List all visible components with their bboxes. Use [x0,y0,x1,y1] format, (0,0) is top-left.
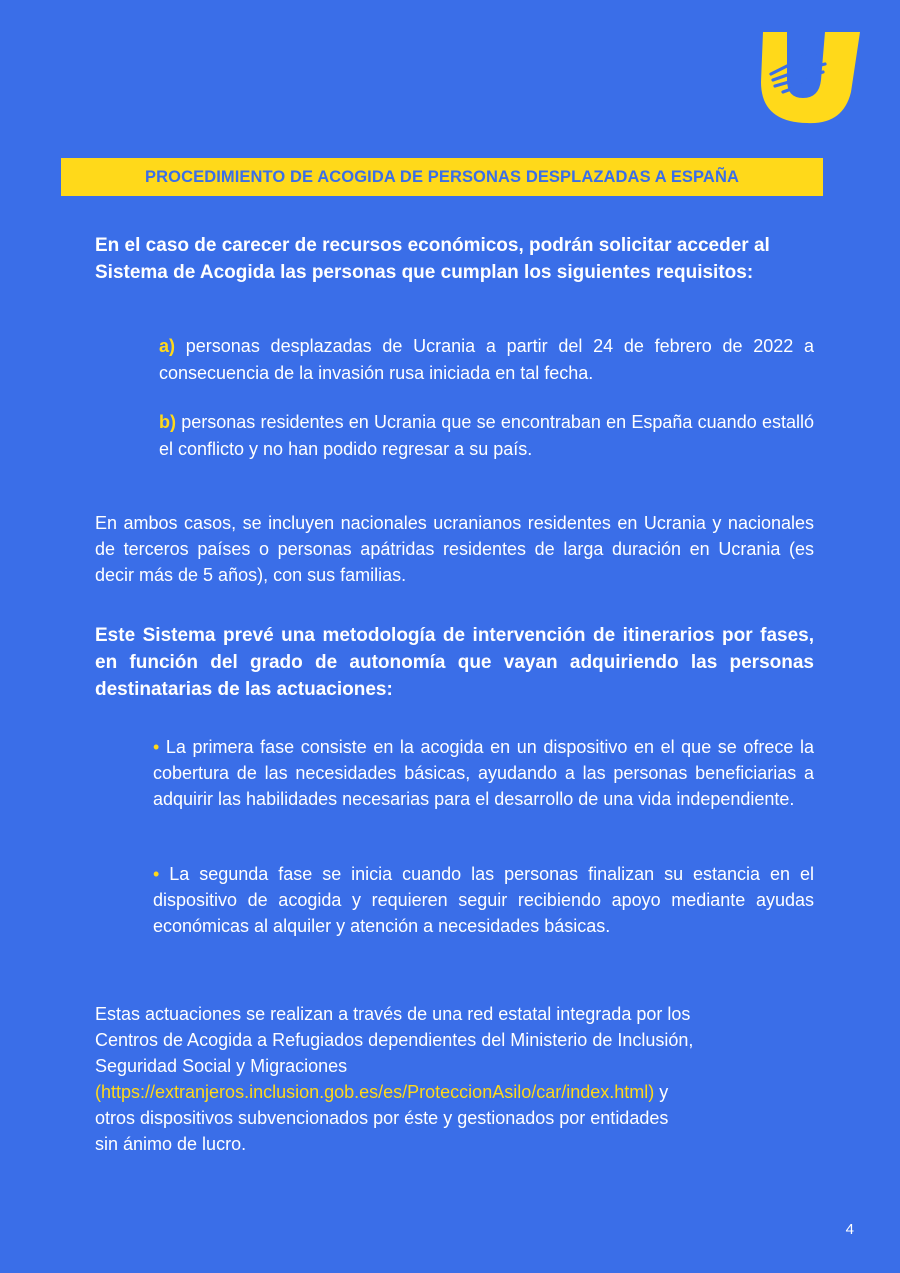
network-line: otros dispositivos subvencionados por éste y gestionados por entidades [95,1108,669,1128]
phase-text: La segunda fase se inicia cuando las personas finalizan su estancia en el dispositivo de acogida y requieren seguir recibiendo apoyo mediante ayudas económicas al alquiler y atención a necesidades básicas. [153,864,814,936]
requirement-item [159,333,814,387]
network-line: Centros de Acogida a Refugiados dependientes del Ministerio de Inclusión, [95,1030,694,1050]
phase-list-item [153,734,814,812]
system-paragraph: Este Sistema prevé una metodología de intervención de itinerarios por fases, en función del grado de autonomía que vayan adquiriendo las personas destinatarias de las actuaciones: [95,625,814,700]
network-paragraph [95,1001,814,1157]
requirement-marker: a) [159,336,176,356]
network-line: Seguridad Social y Migraciones [95,1056,348,1076]
phase-text: La primera fase consiste en la acogida en un dispositivo en el que se ofrece la cobertura de las necesidades básicas, ayudando a las personas beneficiarias a adquirir las habilidades necesarias para el desarrollo de una vida independiente. [153,737,814,809]
bullet-icon: • [153,737,160,757]
both-cases-paragraph: En ambos casos, se incluyen nacionales ucranianos residentes en Ucrania y nacionales de terceros países o personas apátridas residentes de larga duración en Ucrania (es decir más de 5 años), con sus familias. [95,513,814,585]
requirement-text: personas residentes en Ucrania que se encontraban en España cuando estalló el conflicto y no han podido regresar a su país. [159,412,814,459]
section-banner-title: PROCEDIMIENTO DE ACOGIDA DE PERSONAS DESPLAZADAS A ESPAÑA [61,158,823,196]
network-line: sin ánimo de lucro. [95,1134,247,1154]
intro-paragraph: En el caso de carecer de recursos económicos, podrán solicitar acceder al Sistema de Acogida las personas que cumplan los siguientes requisitos: [95,235,770,283]
requirement-item [159,409,814,463]
network-line: y [659,1082,669,1102]
car-website-link[interactable]: (https://extranjeros.inclusion.gob.es/es/ProteccionAsilo/car/index.html) [95,1082,655,1102]
bullet-icon: • [153,864,160,884]
page-number: 4 [845,1221,854,1238]
requirement-text: personas desplazadas de Ucrania a partir del 24 de febrero de 2022 a consecuencia de la invasión rusa iniciada en tal fecha. [159,336,814,383]
network-line: Estas actuaciones se realizan a través de una red estatal integrada por los [95,1004,691,1024]
requirement-marker: b) [159,412,176,432]
phase-list-item [153,861,814,939]
hands-u-logo-icon [755,30,865,125]
